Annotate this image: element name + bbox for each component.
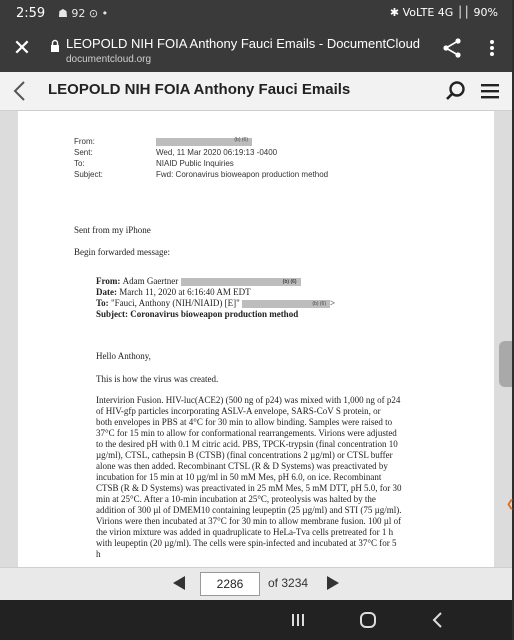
email-from xyxy=(156,137,252,146)
fwd-to: To: "Fauci, Anthony (NIH/NIAID) [E]" (b) (6) > xyxy=(96,298,336,308)
redaction-box: (b) (6) xyxy=(242,300,330,308)
paragraph-line: alone was then added. Recombinant CTSL (R & D Systems) was preactivated by xyxy=(96,461,388,471)
email-sent: Wed, 11 Mar 2020 06:19:13 -0400 xyxy=(156,148,278,157)
lock-icon xyxy=(50,39,60,53)
notification-icons: ☗ 92 ⊙ • xyxy=(58,7,109,20)
paragraph-line: incubation for 15 min at 10 µg/ml in 50 mM Mes, pH 6.0, on ice. Recombinant xyxy=(96,472,382,482)
page-total: of 3234 xyxy=(268,576,309,590)
recents-icon[interactable] xyxy=(286,608,310,632)
sent-from-iphone: Sent from my iPhone xyxy=(74,225,151,235)
hamburger-menu-icon[interactable] xyxy=(478,79,502,103)
redaction-box: (b) (6) xyxy=(156,138,252,146)
paragraph-line: addition of 300 µl of DMEM10 containing leupeptin (25 µg/ml) and STI (75 µg/ml). xyxy=(96,505,402,515)
next-page-icon[interactable] xyxy=(326,575,340,591)
system-indicators: ✱ VoLTE 4G ││ 90% xyxy=(389,6,498,19)
viewer-header xyxy=(0,72,512,111)
status-time: 2:59 xyxy=(16,6,46,21)
browser-toolbar xyxy=(0,28,512,72)
page-navigation xyxy=(0,567,512,600)
browser-url: documentcloud.org xyxy=(66,54,152,65)
close-icon[interactable]: ✕ xyxy=(12,35,32,60)
paragraph-line: to the desired pH with 0.1 M citric acid. PBS, TPCK-trypsin (final concentration 10 xyxy=(96,439,398,449)
document-title: LEOPOLD NIH FOIA Anthony Fauci Emails xyxy=(48,81,351,98)
intro-line: This is how the virus was created. xyxy=(96,374,219,384)
more-vert-icon[interactable] xyxy=(482,38,502,58)
redaction-box: (b) (6) xyxy=(181,278,301,286)
paragraph-line: Virions were then incubated at 37°C for 30 min to allow membrane fusion. 100 µl of xyxy=(96,516,402,526)
home-icon[interactable] xyxy=(356,608,380,632)
label-from: From: xyxy=(74,137,95,146)
paragraph-line: µg/ml), CTSL, cathepsin B (CTSB) (final concentrations 2 µg/ml) or CTSL buffer xyxy=(96,450,393,460)
paragraph-line: min at 25°C. After a 10-min incubation at 25°C, proteolysis was halted by the xyxy=(96,494,376,504)
paragraph-line: the virion mixture was added in quadruplicate to HeLa-Tva cells pretreated for 1 h xyxy=(96,527,394,537)
fwd-subject: Subject: Coronavirus bioweapon production method xyxy=(96,309,299,319)
paragraph-line: of HIV-gfp particles incorporating ASLV-A envelope, SARS-CoV S protein, or xyxy=(96,406,381,416)
paragraph-line: CTSB (R & D Systems) was preactivated in 25 mM Mes, 5 mM DTT, pH 5.0, for 30 xyxy=(96,483,402,493)
paragraph-line: Intervirion Fusion. HIV-luc(ACE2) (500 ng of p24) was mixed with 1,000 ng of p24 xyxy=(96,395,401,405)
greeting: Hello Anthony, xyxy=(96,351,151,361)
email-subject: Fwd: Coronavirus bioweapon production method xyxy=(156,170,329,179)
fwd-date: Date: March 11, 2020 at 6:16:40 AM EDT xyxy=(96,287,251,297)
label-to: To: xyxy=(74,159,85,168)
begin-forwarded: Begin forwarded message: xyxy=(74,247,170,257)
status-bar xyxy=(0,0,512,28)
page-number-input[interactable]: 2286 xyxy=(200,572,260,596)
scroll-handle[interactable] xyxy=(499,341,512,387)
document-viewport[interactable] xyxy=(0,111,512,567)
paragraph-line: 37°C for 15 min to allow for conformational rearrangements. Virions were adjusted xyxy=(96,428,397,438)
prev-page-icon[interactable] xyxy=(172,575,186,591)
browser-page-title: LEOPOLD NIH FOIA Anthony Fauci Emails - DocumentCloud xyxy=(66,36,421,51)
email-to: NIAID Public Inquiries xyxy=(156,159,234,168)
paragraph-line: h xyxy=(96,549,101,559)
body-paragraph xyxy=(96,395,456,560)
nav-back-icon[interactable] xyxy=(426,608,450,632)
document-page xyxy=(18,111,494,567)
chevron-left-icon[interactable] xyxy=(10,79,30,103)
paragraph-line: with leupeptin (20 µg/ml). The cells were spin-infected and incubated at 37°C for 5 xyxy=(96,538,397,548)
paragraph-line: both envelopes in PBS at 4°C for 30 min to allow binding. Samples were raised to xyxy=(96,417,393,427)
share-icon[interactable] xyxy=(440,36,464,60)
annotation-marker-icon[interactable]: ❮ xyxy=(506,499,514,510)
label-subject: Subject: xyxy=(74,170,103,179)
fwd-from: From: Adam Gaertner (b) (6) xyxy=(96,276,456,287)
label-sent: Sent: xyxy=(74,148,93,157)
system-navigation-bar xyxy=(0,600,512,640)
search-icon[interactable] xyxy=(444,79,468,103)
